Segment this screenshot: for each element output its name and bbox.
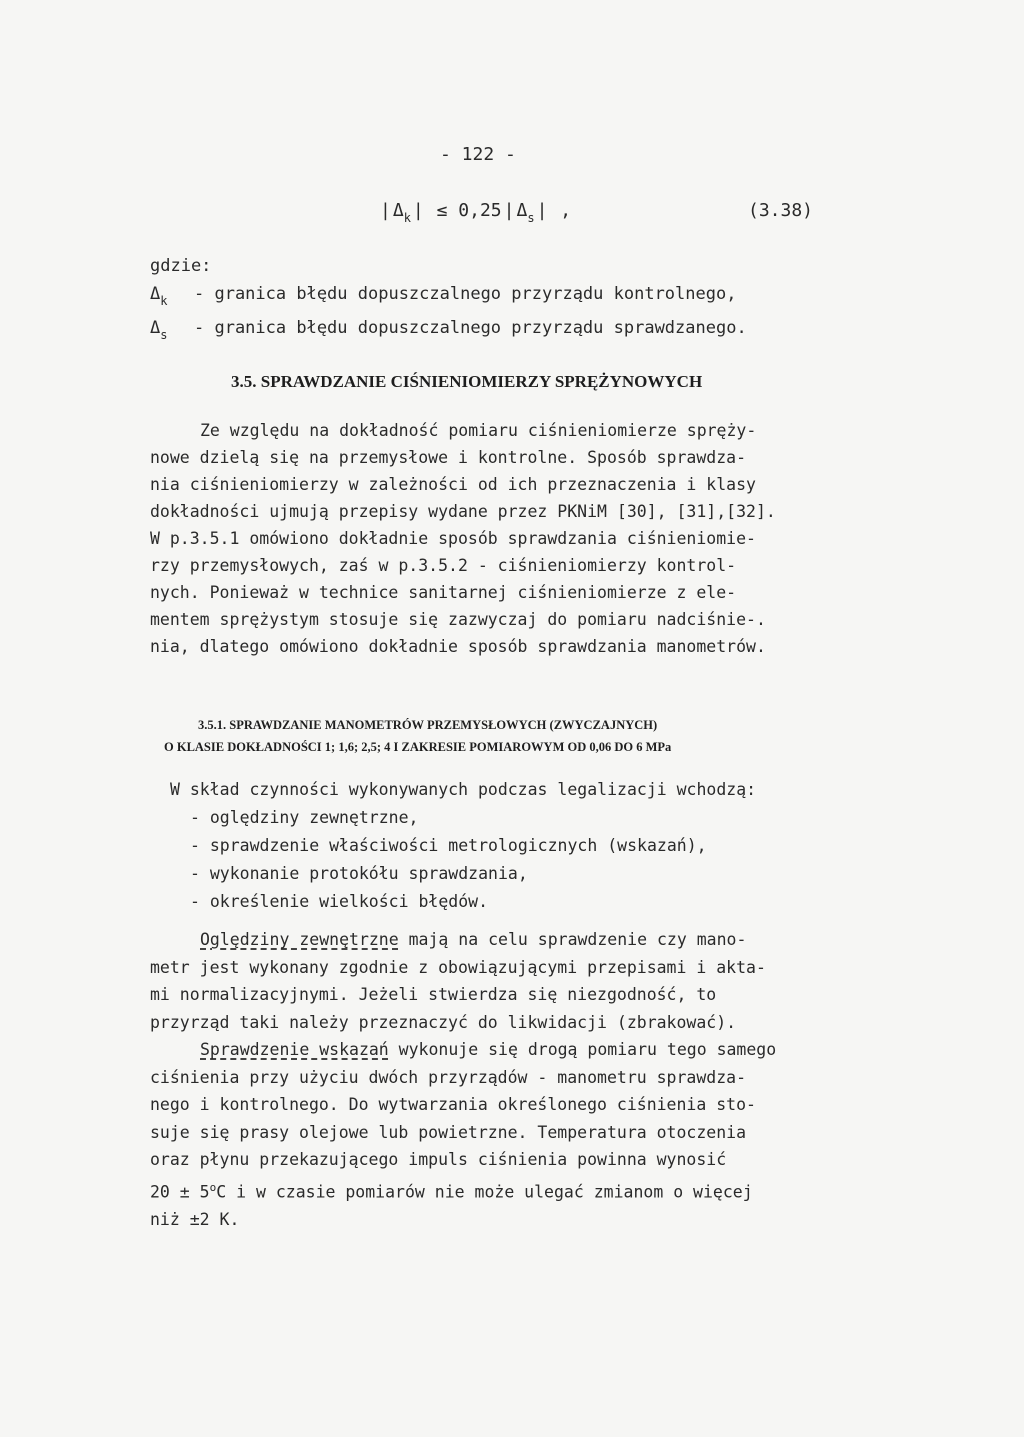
def-sub: s <box>160 328 168 342</box>
text-line: nych. Ponieważ w technice sanitarnej ciśnieniomierze z ele- <box>150 583 737 602</box>
formula-delta-k: Δ <box>392 200 404 221</box>
text-line: przyrząd taki należy przeznaczyć do likwidacji (zbrakować). <box>150 1012 737 1032</box>
text-line: oraz płynu przekazującego impuls ciśnienia powinna wynosić <box>150 1150 727 1169</box>
list-item: - wykonanie protokółu sprawdzania, <box>190 864 528 883</box>
formula-trail: , <box>560 200 572 221</box>
text-line: ciśnienia przy użyciu dwóch przyrządów - manometru sprawdza- <box>150 1067 747 1087</box>
text-line: mentem sprężystym stosuje się zazwyczaj do pomiaru nadciśnie-. <box>150 610 766 629</box>
def-sub: k <box>160 294 168 308</box>
definition-delta-k <box>150 284 737 308</box>
text-line: dokładności ujmują przepisy wydane przez PKNiM [30], [31],[32]. <box>150 502 776 521</box>
list-item: - sprawdzenie właściwości metrologicznych (wskazań), <box>190 836 707 855</box>
text-line: wykonuje się drogą pomiaru tego samego <box>388 1040 777 1059</box>
def-symbol: Δ <box>150 318 161 338</box>
text-line: nia, dlatego omówiono dokładnie sposób sprawdzania manometrów. <box>150 637 766 656</box>
formula-sub-s: s <box>527 211 535 225</box>
formula-coefficient: 0,25 <box>458 200 502 221</box>
text-line: nowe dzielą się na przemysłowe i kontrolne. Sposób sprawdza- <box>150 448 747 467</box>
text-line: suje się prasy olejowe lub powietrzne. Temperatura otoczenia <box>150 1122 747 1142</box>
steps-intro: W skład czynności wykonywanych podczas legalizacji wchodzą: <box>170 780 757 799</box>
definition-delta-s <box>150 318 747 342</box>
section-3-5-heading: 3.5. SPRAWDZANIE CIŚNIENIOMIERZY SPRĘŻYNOWYCH <box>231 372 703 391</box>
where-label: gdzie: <box>150 256 212 276</box>
list-item: - określenie wielkości błędów. <box>190 892 489 911</box>
legalization-steps <box>150 776 830 916</box>
formula-sub-k: k <box>403 211 411 225</box>
sprawdzenie-paragraph <box>150 1036 830 1233</box>
ogledziny-paragraph <box>150 926 830 1036</box>
text-line: W p.3.5.1 omówiono dokładnie sposób sprawdzania ciśnieniomie- <box>150 529 756 548</box>
formula-3-38: | $\Delta_k$ | ≤ 0,25 | $\Delta_s$ | , <box>380 200 572 225</box>
text-line: Ze względu na dokładność pomiaru ciśnieniomierze spręży- <box>200 421 757 440</box>
temperature-value: 20 ± 5 <box>150 1182 210 1201</box>
list-item: - oględziny zewnętrzne, <box>190 808 419 827</box>
text-line: rzy przemysłowych, zaś w p.3.5.2 - ciśnieniomierzy kontrol- <box>150 556 737 575</box>
temperature-line <box>150 1174 830 1206</box>
def-symbol: Δ <box>150 284 161 304</box>
formula-number: (3.38) <box>748 200 814 221</box>
text-line: mają na celu sprawdzenie czy mano- <box>398 930 747 949</box>
text-line: C i w czasie pomiarów nie może ulegać zmianom o więcej <box>216 1182 753 1201</box>
section-3-5-1-heading-line2: O KLASIE DOKŁADNOŚCI 1; 1,6; 2,5; 4 I ZAKRESIE POMIAROWYM OD 0,06 DO 6 MPa <box>164 740 672 754</box>
formula-delta-s: Δ <box>516 200 528 221</box>
text-line: nego i kontrolnego. Do wytwarzania określonego ciśnienia sto- <box>150 1095 756 1114</box>
section-3-5-paragraph <box>150 417 830 660</box>
page-number: - 122 - <box>440 144 516 165</box>
section-3-5-1-heading-line1: 3.5.1. SPRAWDZANIE MANOMETRÓW PRZEMYSŁOWYCH (ZWYCZAJNYCH) <box>198 718 658 732</box>
def-text: - granica błędu dopuszczalnego przyrządu kontrolnego, <box>194 284 737 304</box>
text-line: metr jest wykonany zgodnie z obowiązującymi przepisami i akta- <box>150 957 766 977</box>
formula-relation: ≤ <box>436 200 448 221</box>
text-line: nia ciśnieniomierzy w zależności od ich przeznaczenia i klasy <box>150 475 756 494</box>
ogledziny-term: Oględziny zewnętrzne <box>200 930 399 949</box>
text-line: mi normalizacyjnymi. Jeżeli stwierdza się niezgodność, to <box>150 985 717 1004</box>
sprawdzenie-term: Sprawdzenie wskazań <box>200 1040 389 1059</box>
def-text: - granica błędu dopuszczalnego przyrządu sprawdzanego. <box>194 318 747 338</box>
degree-mark: o <box>209 1180 217 1194</box>
text-line: niż ±2 K. <box>150 1209 240 1229</box>
